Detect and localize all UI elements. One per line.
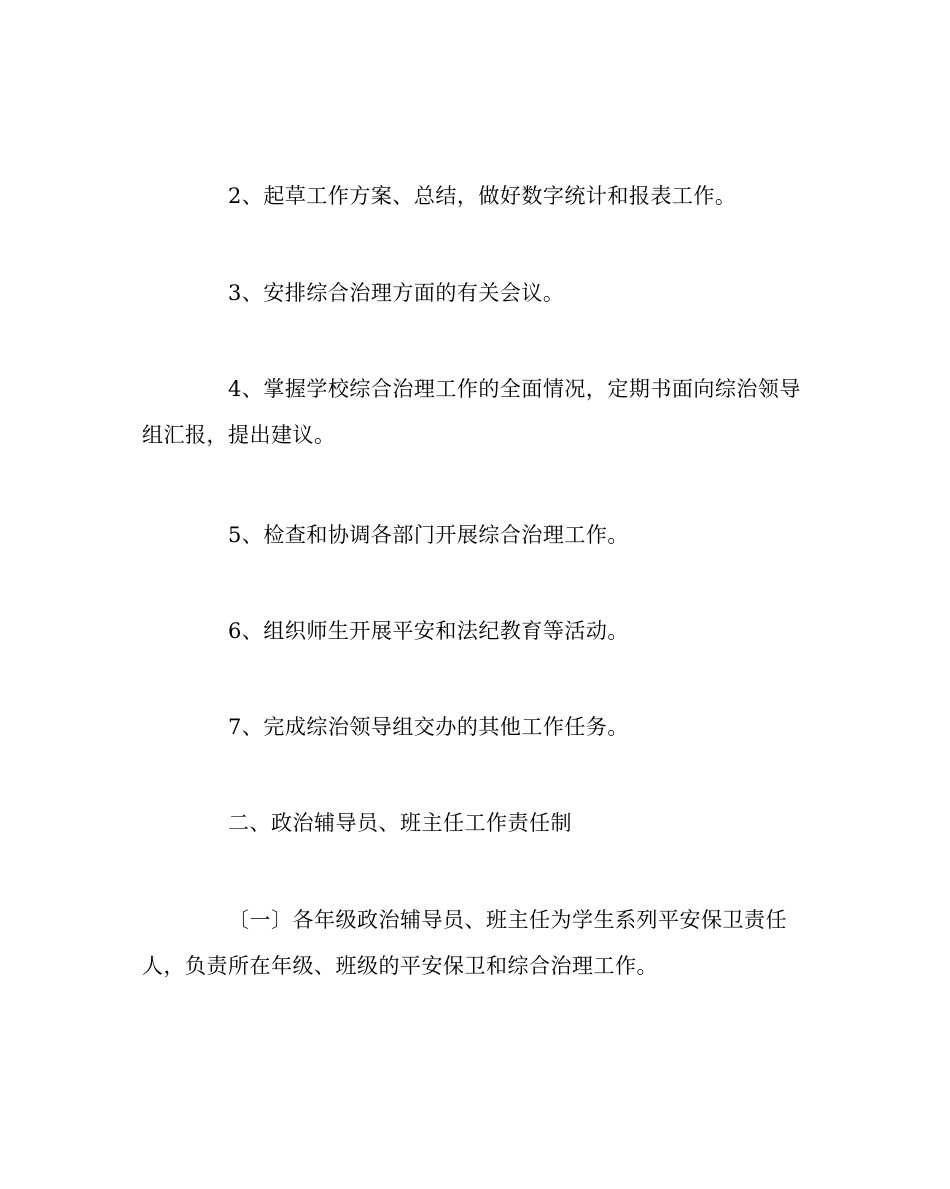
paragraph-subsection-1: 〔一〕各年级政治辅导员、班主任为学生系列平安保卫责任人，负责所在年级、班级的平安保卫和综合治理工作。 xyxy=(142,908,787,978)
paragraph-item-2: 2、起草工作方案、总结，做好数字统计和报表工作。 xyxy=(228,184,737,208)
paragraph-item-7: 7、完成综治领导组交办的其他工作任务。 xyxy=(228,715,629,739)
paragraph-item-6: 6、组织师生开展平安和法纪教育等活动。 xyxy=(228,619,629,643)
paragraph-item-4: 4、掌握学校综合治理工作的全面情况，定期书面向综治领导组汇报，提出建议。 xyxy=(142,377,801,447)
paragraph-item-5: 5、检查和协调各部门开展综合治理工作。 xyxy=(228,523,629,547)
paragraph-item-3: 3、安排综合治理方面的有关会议。 xyxy=(228,281,565,305)
section-heading: 二、政治辅导员、班主任工作责任制 xyxy=(228,811,572,835)
